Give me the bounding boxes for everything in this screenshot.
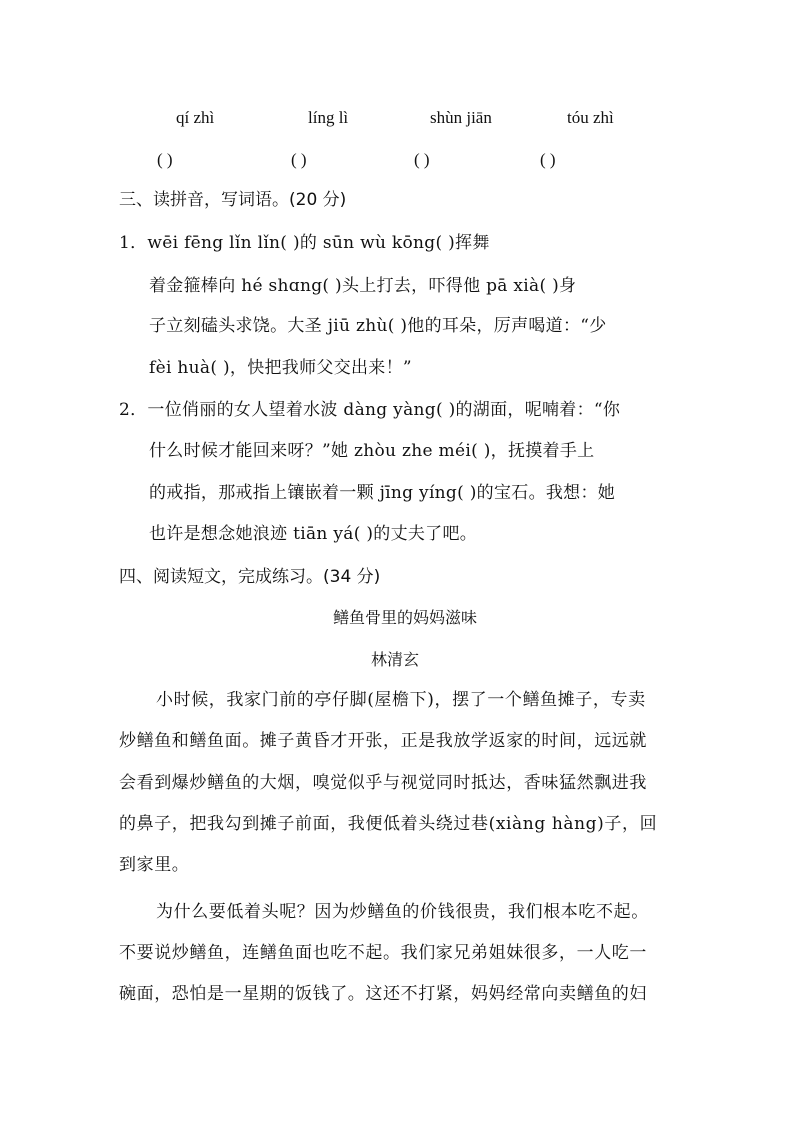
passage-author: 林清玄 (371, 650, 420, 669)
pinyin-qizhi: qí zhì (176, 108, 215, 127)
p2-line1: 为什么要低着头呢？因为炒鳝鱼的价钱很贵，我们根本吃不起。 (156, 902, 649, 922)
section4-heading: 四、阅读短文，完成练习。(34 分) (119, 567, 381, 587)
pinyin-shunjian: shùn jiān (430, 108, 492, 127)
p1-line2: 炒鳝鱼和鳝鱼面。摊子黄昏才开张，正是我放学返家的时间，远远就 (119, 731, 647, 751)
answer-blank-3[interactable]: ( ) (414, 150, 430, 169)
q2-line4: 也许是想念她浪迹 tiān yá( )的丈夫了吧。 (149, 524, 478, 544)
p1-line4: 的鼻子，把我勾到摊子前面，我便低着头绕过巷(xiàng hàng)子，回 (119, 814, 658, 834)
q2-line1: 2．一位俏丽的女人望着水波 dàng yàng( )的湖面，呢喃着：“你 (119, 400, 621, 420)
p1-line5: 到家里。 (119, 855, 190, 875)
pinyin-lingli: líng lì (308, 108, 349, 127)
q2-line2: 什么时候才能回来呀？”她 zhòu zhe méi( )，抚摸着手上 (149, 441, 595, 461)
p1-line3: 会看到爆炒鳝鱼的大烟，嗅觉似乎与视觉同时抵达，香味猛然飘进我 (119, 773, 647, 793)
q2-line3: 的戒指，那戒指上镶嵌着一颗 jīng yíng( )的宝石。我想：她 (149, 483, 616, 503)
q1-line2: 着金箍棒向 hé shɑng( )头上打去，吓得他 pā xià( )身 (149, 276, 577, 296)
passage-title: 鳝鱼骨里的妈妈滋味 (333, 608, 478, 627)
p2-line2: 不要说炒鳝鱼，连鳝鱼面也吃不起。我们家兄弟姐妹很多，一人吃一 (119, 943, 647, 963)
pinyin-touzhi: tóu zhì (567, 108, 614, 127)
answer-blank-4[interactable]: ( ) (540, 150, 556, 169)
answer-blank-1[interactable]: ( ) (157, 150, 173, 169)
q1-line4: fèi huà( )，快把我师父交出来！” (149, 358, 412, 378)
p2-line3: 碗面，恐怕是一星期的饭钱了。这还不打紧，妈妈经常向卖鳝鱼的妇 (119, 984, 647, 1004)
answer-blank-2[interactable]: ( ) (291, 150, 307, 169)
q1-line1: 1．wēi fēng lǐn lǐn( )的 sūn wù kōng( )挥舞 (119, 233, 490, 253)
q1-line3: 子立刻磕头求饶。大圣 jiū zhù( )他的耳朵，厉声喝道：“少 (149, 316, 607, 336)
section3-heading: 三、读拼音，写词语。(20 分) (119, 190, 347, 210)
p1-line1: 小时候，我家门前的亭仔脚(屋檐下)，摆了一个鳝鱼摊子，专卖 (156, 690, 646, 710)
